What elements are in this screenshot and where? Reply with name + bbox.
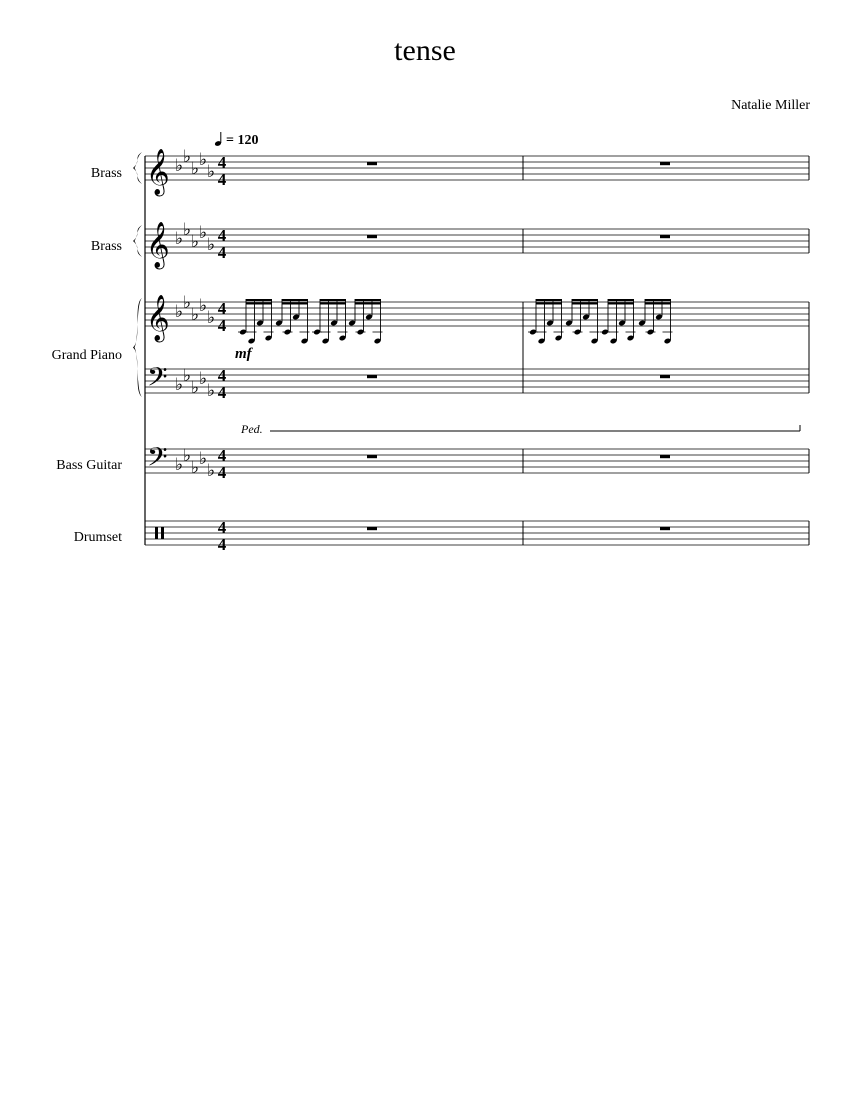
time-sig-numerator: 4 bbox=[217, 366, 227, 385]
treble-clef-icon: 𝄞 bbox=[146, 149, 170, 194]
piano-treble-staff bbox=[145, 302, 809, 326]
note-beam bbox=[608, 299, 634, 301]
flat-icon: ♭ bbox=[199, 150, 208, 169]
drumset-staff bbox=[145, 521, 809, 545]
instrument-label-brass-1: Brass bbox=[90, 166, 122, 181]
time-sig-denominator: 4 bbox=[217, 535, 227, 554]
brass-1-staff bbox=[145, 156, 809, 180]
instrument-label-bass-guitar: Bass Guitar bbox=[56, 458, 122, 473]
percussion-clef-icon bbox=[161, 527, 164, 539]
note-beam bbox=[536, 299, 562, 301]
time-sig-denominator: 4 bbox=[217, 243, 227, 262]
treble-clef-icon: 𝄞 bbox=[146, 295, 170, 340]
note-beam bbox=[320, 303, 346, 305]
flat-icon: ♭ bbox=[199, 449, 208, 468]
note-beam bbox=[645, 299, 671, 301]
whole-rest bbox=[660, 527, 670, 530]
time-sig-numerator: 4 bbox=[217, 153, 227, 172]
flat-icon: ♭ bbox=[175, 156, 184, 175]
flat-icon: ♭ bbox=[175, 302, 184, 321]
flat-icon: ♭ bbox=[183, 220, 192, 239]
flat-icon: ♭ bbox=[175, 375, 184, 394]
treble-clef-icon: 𝄞 bbox=[146, 222, 170, 267]
quarter-note-icon bbox=[214, 132, 222, 147]
time-sig-denominator: 4 bbox=[217, 383, 227, 402]
time-sig-denominator: 4 bbox=[217, 463, 227, 482]
note-beam bbox=[246, 303, 272, 305]
flat-icon: ♭ bbox=[191, 232, 200, 251]
time-sig-denominator: 4 bbox=[217, 316, 227, 335]
piano-bass-staff bbox=[145, 369, 809, 393]
whole-rest bbox=[660, 235, 670, 238]
flat-icon: ♭ bbox=[207, 381, 216, 400]
whole-rest bbox=[367, 527, 377, 530]
tempo-text: = 120 bbox=[226, 133, 259, 148]
tempo-marking bbox=[214, 132, 258, 148]
note-beam bbox=[355, 299, 381, 301]
whole-rest bbox=[660, 375, 670, 378]
flat-icon: ♭ bbox=[191, 305, 200, 324]
instrument-label-brass-2: Brass bbox=[90, 239, 122, 254]
note-beam bbox=[282, 303, 308, 305]
flat-icon: ♭ bbox=[207, 461, 216, 480]
flat-icon: ♭ bbox=[175, 455, 184, 474]
whole-rest bbox=[367, 455, 377, 458]
whole-rest bbox=[367, 162, 377, 165]
score-title: tense bbox=[394, 34, 456, 67]
flat-icon: ♭ bbox=[183, 446, 192, 465]
note-beam bbox=[572, 299, 598, 301]
flat-icon: ♭ bbox=[207, 308, 216, 327]
flat-icon: ♭ bbox=[191, 378, 200, 397]
whole-rest bbox=[660, 162, 670, 165]
whole-rest bbox=[367, 235, 377, 238]
flat-icon: ♭ bbox=[183, 293, 192, 312]
brace-icon bbox=[133, 225, 142, 257]
time-sig-numerator: 4 bbox=[217, 299, 227, 318]
note-beam bbox=[355, 303, 381, 305]
composer-name: Natalie Miller bbox=[731, 98, 810, 113]
bass-clef-icon: 𝄢 bbox=[147, 362, 168, 398]
flat-icon: ♭ bbox=[207, 235, 216, 254]
time-signatures bbox=[218, 153, 227, 554]
time-sig-numerator: 4 bbox=[217, 446, 227, 465]
brace-icon bbox=[133, 298, 142, 397]
pedal-marking: Ped. bbox=[241, 422, 263, 436]
note-beam bbox=[320, 299, 346, 301]
dynamic-marking: mf bbox=[235, 346, 252, 362]
bass-guitar-staff bbox=[145, 449, 809, 473]
whole-rest bbox=[367, 375, 377, 378]
note-beam bbox=[246, 299, 272, 301]
flat-icon: ♭ bbox=[175, 229, 184, 248]
time-sig-numerator: 4 bbox=[217, 518, 227, 537]
flat-icon: ♭ bbox=[191, 458, 200, 477]
flat-icon: ♭ bbox=[191, 159, 200, 178]
percussion-clef-icon bbox=[155, 527, 158, 539]
flat-icon: ♭ bbox=[207, 162, 216, 181]
time-sig-denominator: 4 bbox=[217, 170, 227, 189]
note-beam bbox=[645, 303, 671, 305]
flat-icon: ♭ bbox=[183, 366, 192, 385]
flat-icon: ♭ bbox=[183, 147, 192, 166]
flat-icon: ♭ bbox=[199, 296, 208, 315]
note-beam bbox=[572, 303, 598, 305]
bass-clef-icon: 𝄢 bbox=[147, 442, 168, 478]
note-beam bbox=[608, 303, 634, 305]
instrument-label-grand-piano: Grand Piano bbox=[51, 348, 122, 363]
instrument-label-drumset: Drumset bbox=[73, 530, 122, 545]
flat-icon: ♭ bbox=[199, 223, 208, 242]
brace-icon bbox=[133, 152, 142, 184]
note-beam bbox=[536, 303, 562, 305]
whole-rest bbox=[660, 455, 670, 458]
brass-2-staff bbox=[145, 229, 809, 253]
time-sig-numerator: 4 bbox=[217, 226, 227, 245]
note-beam bbox=[282, 299, 308, 301]
flat-icon: ♭ bbox=[199, 369, 208, 388]
